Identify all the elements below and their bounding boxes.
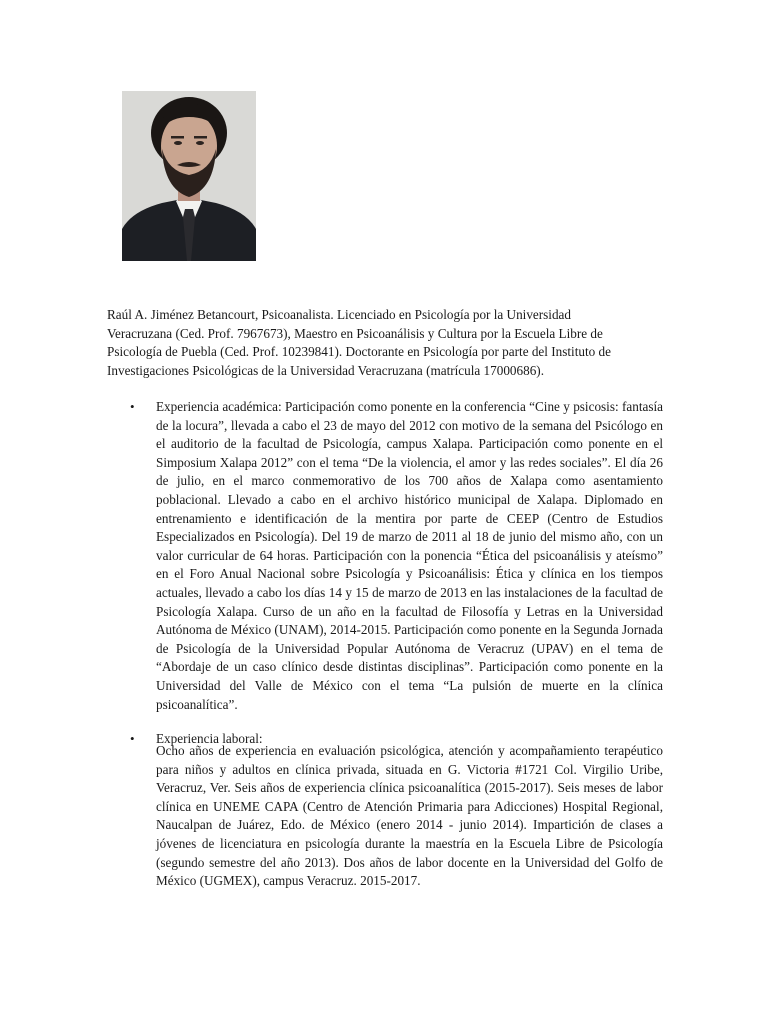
bullet-icon: • [130,731,135,747]
academic-experience-item [107,398,663,714]
bullet-icon: • [130,399,135,414]
portrait-image [122,91,256,261]
labor-experience-heading: Experiencia laboral: [156,731,263,747]
academic-experience-text: Experiencia académica: Participación como ponente en la conferencia “Cine y psicosis: fantasía de la locura”, llevada a cabo el 23 de mayo del 2012 con motivo de la semana del Psicólogo en el auditorio de la facultad de Psicología, campus Xalapa. Participación como ponente en el Simposium Xalapa 2012” con el tema “De la violencia, el amor y las redes sociales”. El día 26 de julio, en el marco conmemorativo de los 700 años de Xalapa como asentamiento poblacional. Llevado a cabo en el archivo histórico municipal de Xalapa. Diplomado en entrenamiento e identificación de la mentira por parte de CEEP (Centro de Estudios Especializados en Psicología). Del 19 de marzo de 2011 al 18 de junio del mismo año, con un valor curricular de 64 horas. Participación con la ponencia “Ética del psicoanálisis y ateísmo” en el Foro Anual Nacional sobre Psicología y Psicoanálisis: Ética y clínica en los tiempos actuales, llevado a cabo los días 14 y 15 de marzo de 2013 en las instalaciones de la facultad de Psicología Xalapa. Curso de un año en la facultad de Filosofía y Letras en la Universidad Autónoma de México (UNAM), 2014-2015. Participación como ponente en la Segunda Jornada de Psicología de la Universidad Popular Autónoma de Veracruz (UPAV) en el tema de “Abordaje de un caso clínico desde distintas disciplinas”. Participación como ponente en la Universidad del Valle de México con el tema “La pulsión de muerte en la clínica psicoanalítica”. [156,399,663,712]
profile-photo [122,91,256,261]
experience-list [107,398,663,749]
intro-paragraph: Raúl A. Jiménez Betancourt, Psicoanalista. Licenciado en Psicología por la Universidad Veracruzana (Ced. Prof. 7967673), Maestro en Psicoanálisis y Cultura por la Escuela Libre de Psicología de Puebla (Ced. Prof. 10239841). Doctorante en Psicología por parte del Instituto de Investigaciones Psicológicas de la Universidad Veracruzana (matrícula 17000686). [107,307,611,378]
labor-experience-text: Ocho años de experiencia en evaluación psicológica, atención y acompañamiento terapéutico para niños y adultos en clínica privada, situada en G. Victoria #1721 Col. Virgilio Uribe, Veracruz, Ver. Seis años de experiencia clínica psicoanalítica (2015-2017). Seis meses de labor clínica en UNEME CAPA (Centro de Atención Primaria para Adicciones) Hospital Regional, Naucalpan de Juárez, Edo. de México (enero 2014 - junio 2014). Impartición de clases a jóvenes de licenciatura en psicología durante la maestría en la Escuela Libre de Psicología (segundo semestre del año 2013). Dos años de labor docente en la Universidad del Golfo de México (UGMEX), campus Veracruz. 2015-2017. [156,743,663,889]
